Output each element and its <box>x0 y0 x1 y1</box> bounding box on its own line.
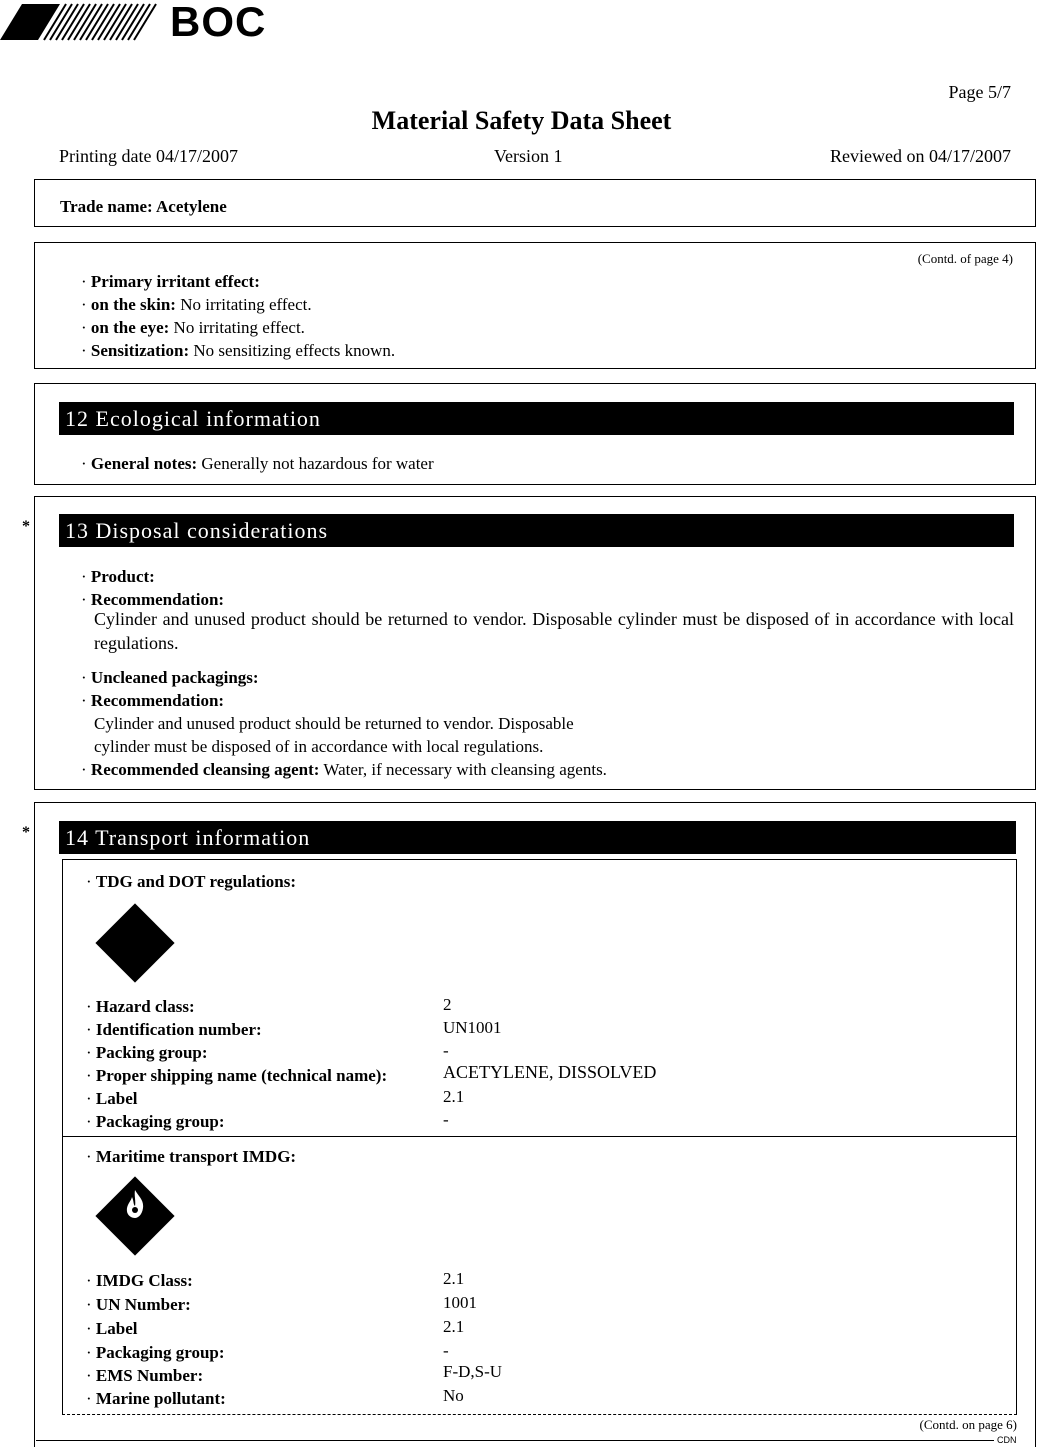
imdg-row: · EMS Number: <box>86 1366 204 1385</box>
imdg-row: · IMDG Class: <box>86 1271 193 1290</box>
version: Version 1 <box>494 146 563 166</box>
page-number: Page 5/7 <box>948 82 1011 102</box>
imdg-value: - <box>443 1341 449 1360</box>
section-12-title: 12 Ecological information <box>59 402 1014 435</box>
revision-marker-13: * <box>22 518 30 535</box>
imdg-row: · UN Number: <box>86 1295 191 1314</box>
transport-table <box>62 859 1017 1415</box>
section-14-title: 14 Transport information <box>59 821 1016 854</box>
tdg-title: · TDG and DOT regulations: <box>86 872 297 891</box>
cleansing-agent-line: · Recommended cleansing agent: Water, if necessary with cleansing agents. <box>81 760 607 779</box>
recommendation2-line: · Recommendation: <box>81 691 225 710</box>
trade-name: Trade name: Acetylene <box>60 197 227 216</box>
tdg-value: - <box>443 1041 449 1060</box>
tdg-value: - <box>443 1110 449 1129</box>
imdg-value: 2.1 <box>443 1317 465 1336</box>
imdg-title: · Maritime transport IMDG: <box>86 1147 297 1166</box>
primary-irritant-line: · Primary irritant effect: <box>81 272 260 291</box>
imdg-value: 2.1 <box>443 1269 465 1288</box>
transport-divider <box>62 1136 1017 1137</box>
eye-line: · on the eye: No irritating effect. <box>81 318 305 337</box>
tdg-row: · Proper shipping name (technical name): <box>86 1066 388 1085</box>
tdg-row: · Hazard class: <box>86 997 195 1016</box>
tdg-value: ACETYLENE, DISSOLVED <box>443 1062 657 1082</box>
tdg-value: UN1001 <box>443 1018 502 1037</box>
document-title: Material Safety Data Sheet <box>371 106 672 135</box>
revision-marker-14: * <box>22 824 30 841</box>
flame-icon <box>121 1188 149 1224</box>
general-notes-line: · General notes: Generally not hazardous for water <box>81 454 434 473</box>
tdg-row: · Identification number: <box>86 1020 262 1039</box>
footer-code: CDN <box>997 1435 1017 1445</box>
tdg-row: · Packaging group: <box>86 1112 225 1131</box>
imdg-value: No <box>443 1386 464 1405</box>
product-line: · Product: <box>81 567 155 586</box>
section-13 <box>34 496 1036 790</box>
trade-name-box <box>34 179 1036 227</box>
logo-text: BOC <box>170 0 267 45</box>
logo-stripes-icon <box>0 2 170 42</box>
tdg-row: · Packing group: <box>86 1043 208 1062</box>
tdg-row: · Label <box>86 1089 138 1108</box>
table-bottom-rule <box>62 1414 1017 1415</box>
imdg-value: F-D,S-U <box>443 1362 503 1381</box>
imdg-row: · Label <box>86 1319 138 1338</box>
reviewed-date: Reviewed on 04/17/2007 <box>830 146 1011 166</box>
uncleaned-packagings-line: · Uncleaned packagings: <box>81 668 259 687</box>
sensitization-line: · Sensitization: No sensitizing effects known. <box>81 341 396 360</box>
skin-line: · on the skin: No irritating effect. <box>81 295 312 314</box>
contd-from-page: (Contd. of page 4) <box>917 251 1013 266</box>
imdg-value: 1001 <box>443 1293 477 1312</box>
boc-logo <box>0 0 300 48</box>
imdg-row: · Packaging group: <box>86 1343 225 1362</box>
recommendation2-text-1: Cylinder and unused product should be returned to vendor. Disposable <box>94 714 574 733</box>
footer-rule <box>36 1440 994 1441</box>
irritant-section <box>34 242 1036 369</box>
printing-date: Printing date 04/17/2007 <box>59 146 238 166</box>
section-12 <box>34 383 1036 485</box>
recommendation2-text-2: cylinder must be disposed of in accordance with local regulations. <box>94 737 544 756</box>
recommendation-text: Cylinder and unused product should be returned to vendor. Disposable cylinder must be disposed of in accordance with local regulations. <box>94 609 1014 653</box>
imdg-row: · Marine pollutant: <box>86 1389 226 1408</box>
tdg-value: 2.1 <box>443 1087 465 1106</box>
recommendation-line: · Recommendation: <box>81 590 225 609</box>
contd-on-page: (Contd. on page 6) <box>919 1417 1017 1432</box>
tdg-value: 2 <box>443 995 452 1014</box>
section-13-title: 13 Disposal considerations <box>59 514 1014 547</box>
